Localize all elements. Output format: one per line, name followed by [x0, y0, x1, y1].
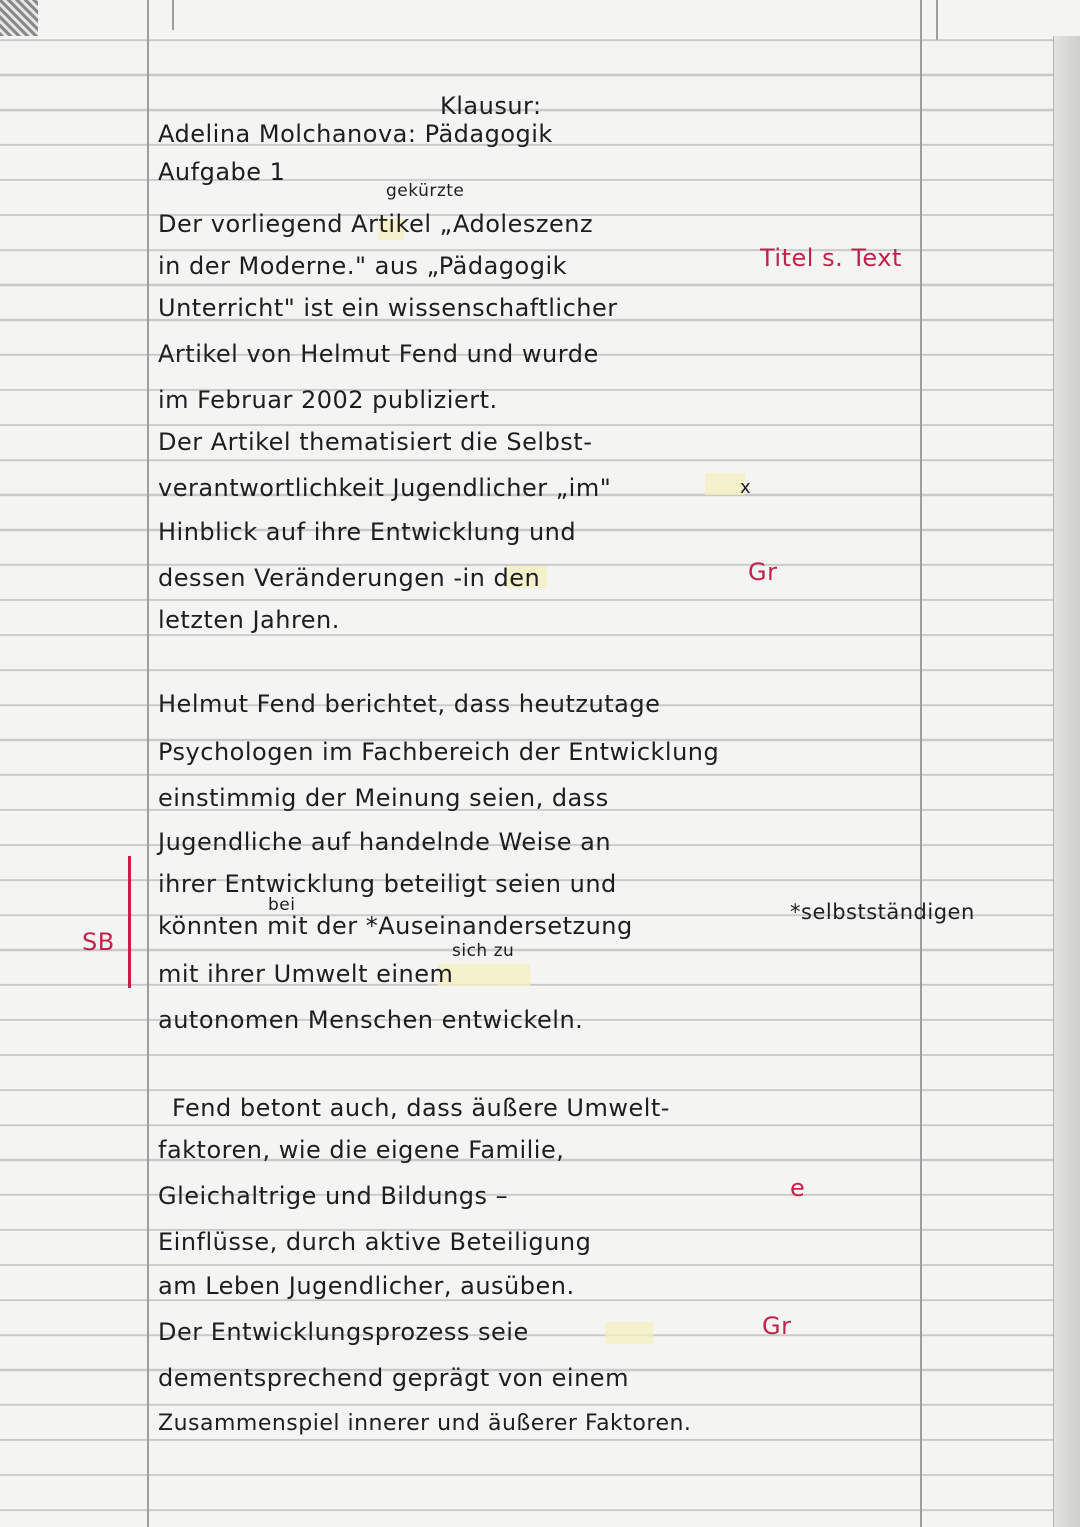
text-line: Der vorliegend Artikel „Adoleszenz — [158, 210, 594, 238]
insertion-sich-zu: sich zu — [452, 941, 515, 961]
page-corner-pattern — [0, 0, 38, 36]
text-line: Unterricht" ist ein wissenschaftlicher — [158, 294, 618, 322]
right-margin-line — [920, 0, 922, 1527]
text-line: Einflüsse, durch aktive Beteiligung — [158, 1228, 592, 1256]
left-margin-line — [147, 0, 149, 1527]
text-line: in der Moderne." aus „Pädagogik — [158, 252, 568, 280]
highlight — [705, 473, 745, 495]
text-line: letzten Jahren. — [158, 606, 340, 634]
margin-note-selbststaendigen: *selbstständigen — [790, 900, 975, 924]
margin-mark-x: x — [740, 477, 752, 498]
text-line: könnten mit der *Auseinandersetzung — [158, 912, 633, 940]
text-line: ihrer Entwicklung beteiligt seien und — [158, 870, 617, 898]
margin-note-gr: Gr — [748, 558, 778, 586]
margin-note-e: e — [790, 1174, 806, 1202]
text-line: Der Artikel thematisiert die Selbst- — [158, 428, 593, 456]
insertion-bei: bei — [268, 895, 296, 915]
text-line: dessen Veränderungen -in den — [158, 564, 541, 592]
margin-note-gr-2: Gr — [762, 1312, 792, 1340]
text-line: am Leben Jugendlicher, ausüben. — [158, 1272, 575, 1300]
text-line: mit ihrer Umwelt einem — [158, 960, 454, 988]
text-line: Helmut Fend berichtet, dass heutzutage — [158, 690, 661, 718]
text-line: im Februar 2002 publiziert. — [158, 386, 498, 414]
text-line: Psychologen im Fachbereich der Entwicklung — [158, 738, 720, 766]
text-line: Gleichaltrige und Bildungs – — [158, 1182, 509, 1210]
task-heading: Aufgabe 1 — [158, 158, 286, 186]
top-tick-line — [172, 0, 174, 30]
text-line: autonomen Menschen entwickeln. — [158, 1006, 584, 1034]
highlight — [605, 1322, 653, 1344]
insertion-gekuerzte: gekürzte — [386, 181, 465, 201]
text-line: Hinblick auf ihre Entwicklung und — [158, 518, 577, 546]
text-line: Fend betont auch, dass äußere Umwelt- — [172, 1094, 670, 1122]
text-line: verantwortlichkeit Jugendlicher „im" — [158, 474, 612, 502]
exam-title: Klausur: — [440, 92, 542, 120]
student-name-line: Adelina Molchanova: Pädagogik — [158, 120, 553, 148]
text-line: faktoren, wie die eigene Familie, — [158, 1136, 565, 1164]
right-margin-line-2 — [936, 0, 938, 40]
margin-note-sb: SB — [82, 928, 115, 956]
page-fold-edge — [1053, 36, 1080, 1527]
text-line: Jugendliche auf handelnde Weise an — [158, 828, 612, 856]
text-line: Artikel von Helmut Fend und wurde — [158, 340, 599, 368]
margin-note-titel: Titel s. Text — [760, 244, 902, 272]
text-line: dementsprechend geprägt von einem — [158, 1364, 629, 1392]
margin-bracket-line — [128, 856, 131, 988]
text-line: Zusammenspiel innerer und äußerer Faktoren. — [158, 1411, 692, 1436]
text-line: Der Entwicklungsprozess seie — [158, 1318, 529, 1346]
text-line: einstimmig der Meinung seien, dass — [158, 784, 609, 812]
